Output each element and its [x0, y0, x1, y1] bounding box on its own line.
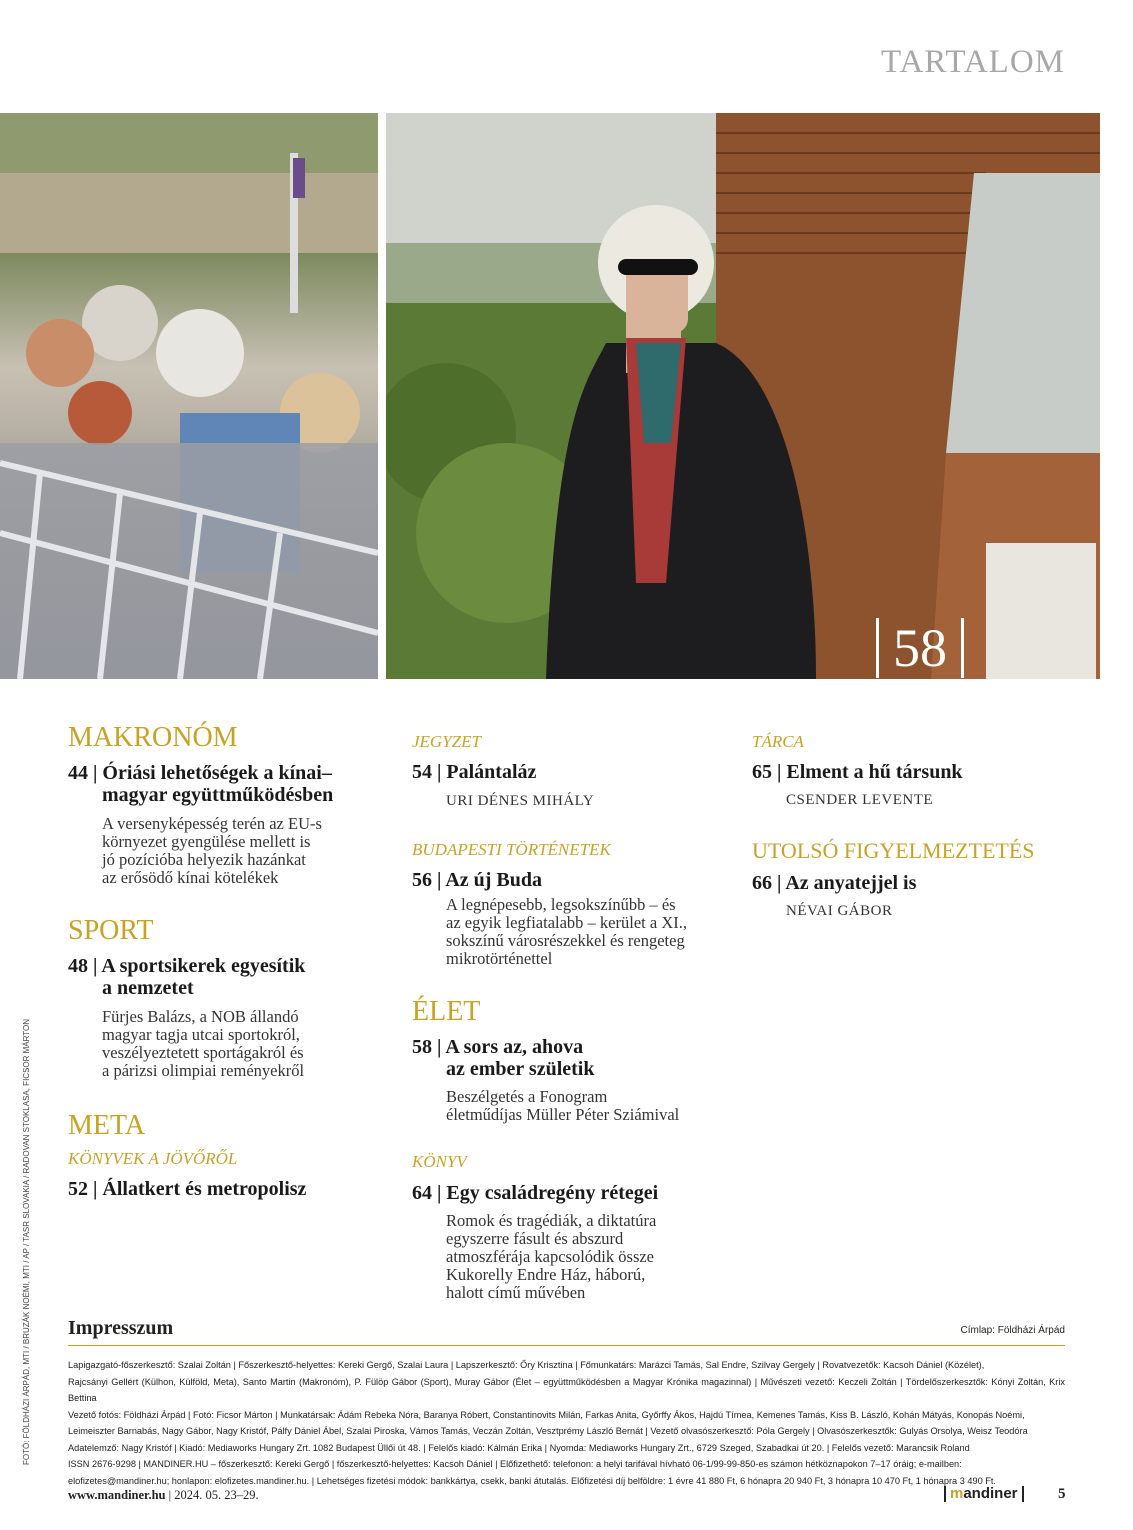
article-44-title-line2: magyar együttműködésben	[102, 784, 334, 806]
article-65-author: CSENDER LEVENTE	[786, 792, 934, 808]
subsection-konyvek: KÖNYVEK A JÖVŐRŐL	[68, 1149, 238, 1168]
section-utolso: UTOLSÓ FIGYELMEZTETÉS	[752, 838, 1035, 863]
section-sport: SPORT	[68, 915, 154, 946]
impresszum-title: Impresszum	[68, 1317, 174, 1339]
footer-left: www.mandiner.hu | 2024. 05. 23–29.	[68, 1488, 259, 1502]
section-elet: ÉLET	[412, 996, 481, 1027]
article-66-number: 66	[752, 872, 772, 894]
article-54-title[interactable]: 54 | Palántaláz	[412, 761, 537, 783]
article-58-title-line2: az ember születik	[446, 1058, 595, 1080]
article-64-title-line1: Egy családregény rétegei	[446, 1182, 659, 1204]
article-56-title-line1: Az új Buda	[445, 869, 543, 891]
section-tarca: TÁRCA	[752, 732, 804, 751]
article-48-title-line1: A sportsikerek egyesítik	[101, 955, 306, 977]
footer-date: 2024. 05. 23–29.	[174, 1488, 259, 1502]
impresszum-line: Lapigazgató-főszerkesztő: Szalai Zoltán | Főszerkesztő-helyettes: Kereki Gergő, Szalai Laura | Lapszerkesztő: Őry Krisztina | Főmunkatárs: Marázci Tamás, Sal Endre, Szilvay Gergely | Rovatvezetők: Kacsoh Dániel (Közélet),	[68, 1360, 985, 1370]
article-66-title[interactable]: 66 | Az anyatejjel is	[752, 872, 917, 894]
article-64-title[interactable]: 64 | Egy családregény rétegei	[412, 1182, 659, 1204]
impresszum-line: elofizetes@mandiner.hu; honlapon: elofizetes.mandiner.hu. | Lehetséges fizetési módok: bankkártya, csekk, banki átutalás. Előfizetési díj belföldre: 1 évre 41 880 Ft, 6 hónapra 20 940 Ft, 3 hónapra 10 470 Ft, 1 hónapra 3 490 Ft.	[68, 1475, 996, 1486]
page-number: 5	[1058, 1486, 1066, 1502]
cover-credit: Címlap: Földházi Árpád	[960, 1325, 1065, 1336]
article-48-description: Fürjes Balázs, a NOB állandó magyar tagja utcai sportokról, veszélyeztetett sportágakról és a párizsi olimpiai reményekről	[102, 1007, 305, 1080]
article-66-author: NÉVAI GÁBOR	[786, 903, 893, 919]
section-konyv: KÖNYV	[412, 1152, 467, 1171]
article-48-title[interactable]: 48 | A sportsikerek egyesítik a nemzetet	[68, 955, 306, 999]
portrait-photo	[386, 113, 1100, 679]
article-64-description: Romok és tragédiák, a diktatúra egyszerre fásult és abszurd atmoszférája kapcsolódik össze Kukorelly Endre Ház, háború, halott című művében	[446, 1211, 657, 1302]
section-makronom: MAKRONÓM	[68, 722, 238, 753]
logo-text: andiner	[963, 1485, 1018, 1502]
impresszum-line: Vezető fotós: Földházi Árpád | Fotó: Ficsor Márton | Munkatársak: Ádám Rebeka Nóra, Baranya Róbert, Constantinovits Milán, Farkas Anita, Győrffy Ákos, Hajdú Tímea, Kemenes Tamás, Kiss B. László, Kohán Mátyás, Konopás Noémi,	[68, 1409, 1025, 1420]
article-65-title[interactable]: 65 | Elment a hű társunk	[752, 761, 963, 783]
article-44-title-line1: Óriási lehetőségek a kínai–	[102, 762, 332, 784]
article-48-number: 48	[68, 955, 88, 977]
article-44-title[interactable]: 44 | Óriási lehetőségek a kínai– magyar együttműködésben	[68, 762, 334, 806]
article-65-title-line1: Elment a hű társunk	[786, 761, 963, 783]
article-58-title[interactable]: 58 | A sors az, ahova az ember születik	[412, 1036, 595, 1080]
article-54-author: URI DÉNES MIHÁLY	[446, 793, 595, 809]
photo-credit: FOTÓ: FÖLDHÁZI ÁRPÁD, MTI / BRUZÁK NOÉMI, MTI / AP / TASR SLOVAKIA / RADOVAN STOKLASA, FICSOR MÁRTON	[22, 1018, 31, 1465]
article-52-title[interactable]: 52 | Állatkert és metropolisz	[68, 1178, 307, 1200]
portrait-illustration	[386, 113, 1100, 679]
impresszum-line: Rajcsányi Gellért (Külhon, Külföld, Meta), Santo Martin (Makronóm), P. Fülöp Gábor (Sport), Muray Gábor (Élet – együttműködésben a Magyar Krónika magazinnal) | Művészeti vezető: Keczeli Zoltán | Tördelőszerkesztők: Kónyi Zoltán, Krix Bettina	[68, 1376, 1065, 1403]
impresszum-line: ISSN 2676-9298 | MANDINER.HU – főszerkesztő: Kereki Gergő | főszerkesztő-helyettes: Kacsoh Dániel | Előfizethető: telefonon: a helyi tarifával hívható 06-1/99-99-850-es számon hétköznapokon 7–17 óráig; e-mailben:	[68, 1459, 962, 1469]
article-44-number: 44	[68, 762, 88, 784]
impresszum-divider	[68, 1345, 1065, 1346]
section-jegyzet: JEGYZET	[412, 732, 481, 751]
article-58-description: Beszélgetés a Fonogram életműdíjas Müller Péter Sziámival	[446, 1087, 680, 1124]
footer-url[interactable]: www.mandiner.hu	[68, 1488, 166, 1502]
article-52-number: 52	[68, 1178, 88, 1200]
article-48-title-line2: a nemzetet	[102, 977, 194, 999]
article-56-description: A legnépesebb, legsokszínűbb – és az egyik legfiatalabb – kerület a XI., sokszínű városrészekkel és rengeteg mikrotörténettel	[446, 895, 687, 968]
article-54-title-line1: Palántaláz	[446, 761, 537, 783]
mandiner-logo: mandiner	[944, 1486, 1024, 1502]
page-marker: 58	[876, 618, 964, 678]
impresszum-line: Leimeiszter Barnabás, Nagy Gábor, Nagy Kristóf, Pálfy Dániel Ábel, Szalai Piroska, Vámos Tamás, Veczán Zoltán, Vesztprémy László Bernát | Vezető olvasószerkesztő: Póla Gergely | Olvasószerkesztők: Gulyás Orsolya, Weisz Teodóra	[68, 1426, 1028, 1436]
article-54-number: 54	[412, 761, 432, 783]
crowd-illustration	[0, 113, 378, 679]
article-44-description: A versenyképesség terén az EU-s környezet gyengülése mellett is jó pozícióba helyezik hazánkat az erősödő kínai kötelékek	[102, 814, 322, 887]
article-56-title[interactable]: 56 | Az új Buda	[412, 869, 543, 891]
article-56-number: 56	[412, 869, 432, 891]
article-65-number: 65	[752, 761, 772, 783]
article-58-number: 58	[412, 1036, 432, 1058]
impresszum-text	[68, 1357, 1065, 1489]
impresszum-line: Adatelemző: Nagy Kristóf | Kiadó: Mediaworks Hungary Zrt. 1082 Budapest Üllői út 48. | Felelős kiadó: Kálmán Erika | Nyomda: Mediaworks Hungary Zrt., 6729 Szeged, Szabadkai út 20. | Felelős vezető: Marancsik Roland	[68, 1442, 970, 1453]
article-52-title-line1: Állatkert és metropolisz	[102, 1178, 307, 1200]
page-title: TARTALOM	[880, 44, 1065, 80]
article-66-title-line1: Az anyatejjel is	[785, 872, 917, 894]
article-64-number: 64	[412, 1182, 432, 1204]
article-58-title-line1: A sors az, ahova	[445, 1036, 584, 1058]
section-meta: META	[68, 1110, 146, 1141]
section-budapesti: BUDAPESTI TÖRTÉNETEK	[412, 840, 611, 859]
crowd-photo	[0, 113, 378, 679]
